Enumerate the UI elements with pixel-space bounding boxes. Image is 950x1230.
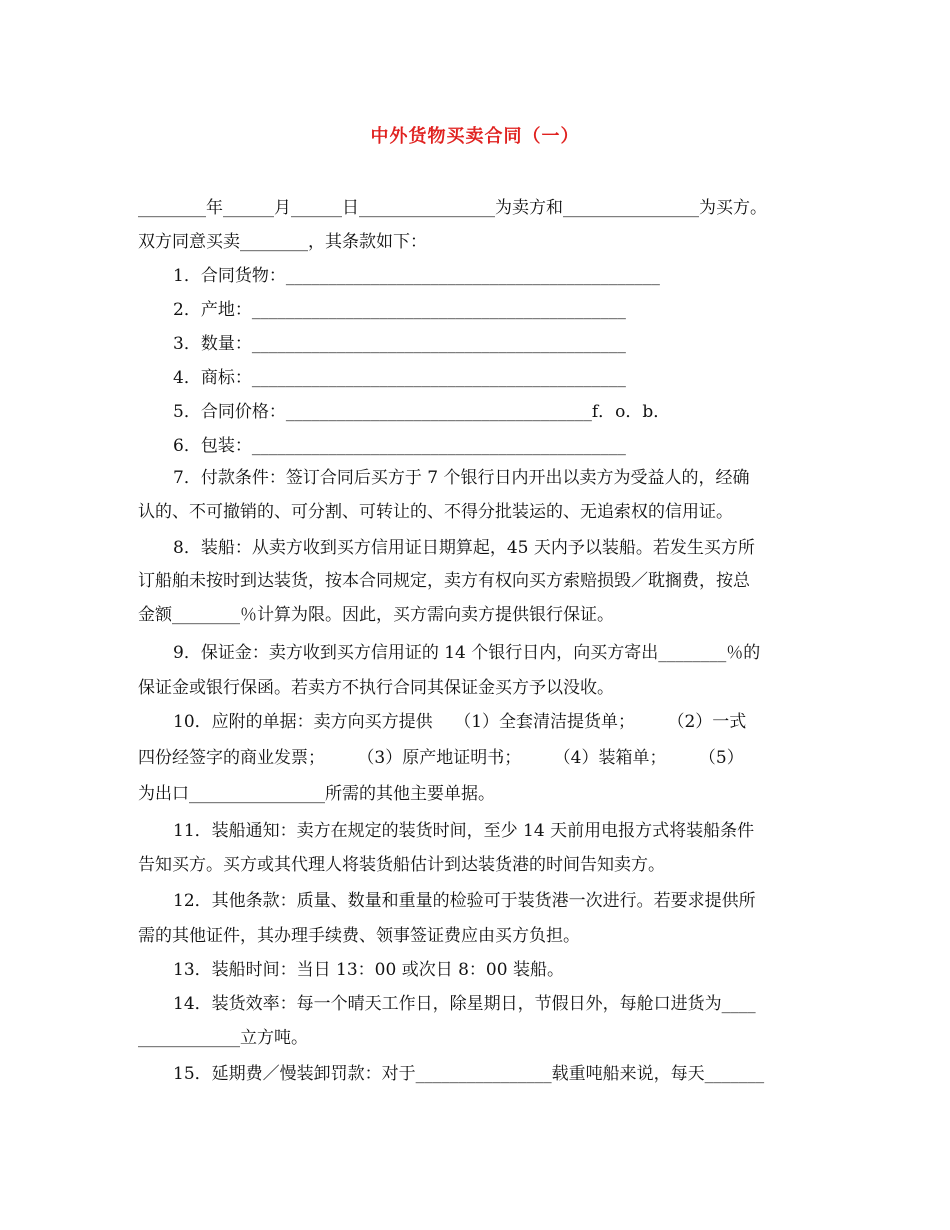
- clause-11-cont: 告知买方。买方或其代理人将装货船估计到达装货港的时间告知卖方。: [138, 855, 665, 875]
- clause-7: 7．付款条件：签订合同后买方于 7 个银行日内开出以卖方为受益人的，经确: [173, 468, 750, 488]
- clause-9: 9．保证金：卖方收到买方信用证的 14 个银行日内，向买方寄出________％的: [173, 643, 761, 663]
- clause-11: 11．装船通知：卖方在规定的装货时间，至少 14 天前用电报方式将装船条件: [173, 821, 755, 841]
- contract-title: 中外货物买卖合同（一）: [370, 126, 580, 147]
- clause-4: 4．商标：____________________________________________: [173, 368, 626, 388]
- clause-10-cont: 四份经签字的商业发票； （3）原产地证明书； （4）装箱单； （5）: [138, 748, 744, 768]
- clause-6: 6．包装：____________________________________________: [173, 436, 626, 456]
- clause-10-cont: 为出口________________所需的其他主要单据。: [138, 784, 495, 804]
- clause-12-cont: 需的其他证件，其办理手续费、领事签证费应由买方负担。: [138, 926, 580, 946]
- clause-10: 10．应附的单据：卖方向买方提供 （1）全套清洁提货单； （2）一式: [173, 712, 747, 732]
- intro-line: 双方同意买卖________，其条款如下：: [138, 232, 427, 252]
- clause-14: 14．装货效率：每一个晴天工作日，除星期日，节假日外，每舱口进货为____: [173, 994, 756, 1014]
- clause-8-cont: 订船舶未按时到达装货，按本合同规定，卖方有权向买方索赔损毁／耽搁费，按总: [138, 571, 750, 591]
- clause-13: 13．装船时间：当日 13：00 或次日 8：00 装船。: [173, 960, 564, 980]
- clause-1: 1．合同货物：____________________________________________: [173, 266, 660, 286]
- clause-12: 12．其他条款：质量、数量和重量的检验可于装货港一次进行。若要求提供所: [173, 891, 756, 911]
- intro-line: ________年______月______日________________为卖方和________________为买方。: [138, 198, 767, 218]
- clause-8-cont: 金额________％计算为限。因此，买方需向卖方提供银行保证。: [138, 605, 614, 625]
- clause-2: 2．产地：____________________________________________: [173, 300, 626, 320]
- clause-8: 8．装船：从卖方收到买方信用证日期算起，45 天内予以装船。若发生买方所: [173, 538, 755, 558]
- clause-14-cont: ____________立方吨。: [138, 1028, 308, 1048]
- clause-3: 3．数量：____________________________________________: [173, 334, 626, 354]
- clause-7-cont: 认的、不可撤销的、可分割、可转让的、不得分批装运的、无追索权的信用证。: [138, 502, 733, 522]
- clause-5: 5．合同价格：____________________________________f．o．b．: [173, 402, 671, 422]
- clause-15: 15．延期费／慢装卸罚款：对于________________载重吨船来说，每天_______: [173, 1064, 765, 1084]
- clause-9-cont: 保证金或银行保函。若卖方不执行合同其保证金买方予以没收。: [138, 678, 614, 698]
